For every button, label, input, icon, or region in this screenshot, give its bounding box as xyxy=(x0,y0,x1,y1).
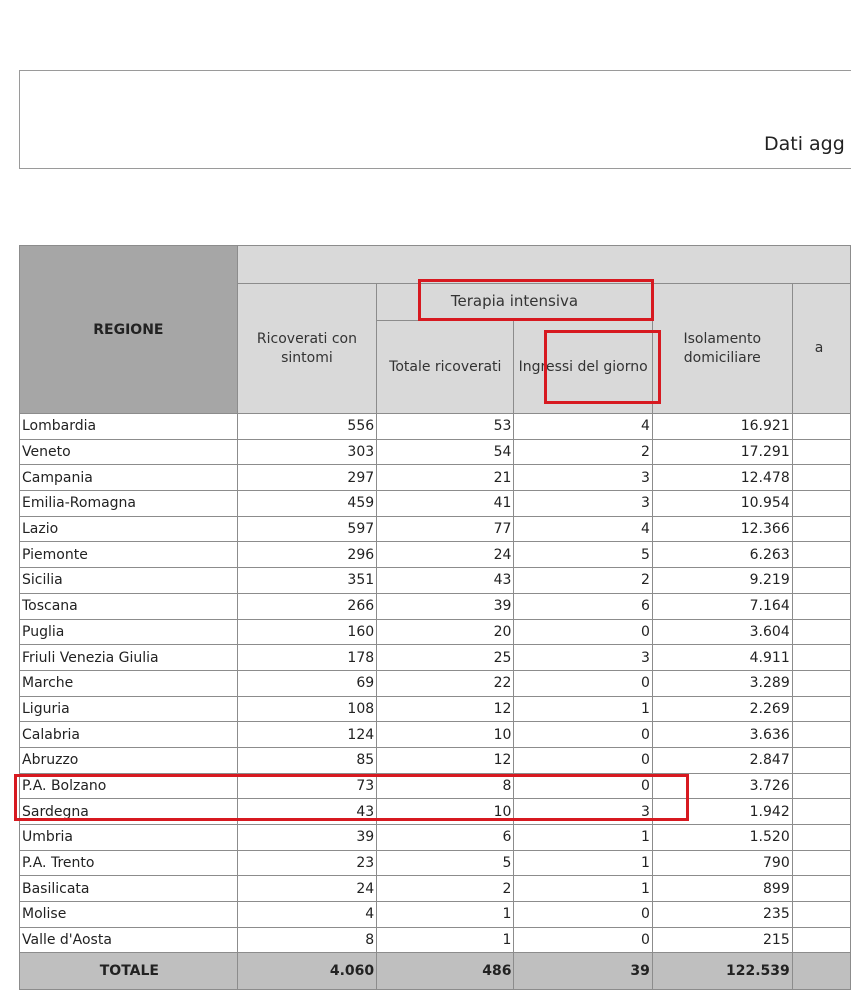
region-name: Sicilia xyxy=(20,568,238,594)
ingressi-value: 0 xyxy=(514,773,652,799)
ingressi-value: 3 xyxy=(514,799,652,825)
partial-column-cell xyxy=(792,773,850,799)
ti-totale-value: 8 xyxy=(377,773,514,799)
total-region-name: TOTALE xyxy=(20,953,238,990)
partial-column-cell xyxy=(792,825,850,851)
table-row xyxy=(20,876,851,902)
isolamento-value: 235 xyxy=(652,902,792,928)
isolamento-value: 3.726 xyxy=(652,773,792,799)
isolamento-header: Isolamento domiciliare xyxy=(652,284,792,414)
total-isolamento-value: 122.539 xyxy=(652,953,792,990)
ingressi-value: 3 xyxy=(514,645,652,671)
partial-column-cell xyxy=(792,568,850,594)
ingressi-value: 2 xyxy=(514,439,652,465)
ricoverati-value: 23 xyxy=(237,850,376,876)
partial-column-cell xyxy=(792,593,850,619)
table-row xyxy=(20,773,851,799)
region-name: Lombardia xyxy=(20,414,238,440)
ti-totale-value: 2 xyxy=(377,876,514,902)
ricoverati-value: 297 xyxy=(237,465,376,491)
table-row xyxy=(20,593,851,619)
ingressi-value: 0 xyxy=(514,722,652,748)
table-row xyxy=(20,670,851,696)
ricoverati-value: 296 xyxy=(237,542,376,568)
ingressi-value: 0 xyxy=(514,670,652,696)
region-name: Campania xyxy=(20,465,238,491)
partial-column-cell xyxy=(792,439,850,465)
region-name: Lazio xyxy=(20,516,238,542)
isolamento-value: 16.921 xyxy=(652,414,792,440)
ricoverati-value: 4 xyxy=(237,902,376,928)
ti-totale-value: 10 xyxy=(377,799,514,825)
regione-header: REGIONE xyxy=(20,246,238,414)
isolamento-value: 1.942 xyxy=(652,799,792,825)
isolamento-value: 12.478 xyxy=(652,465,792,491)
ingressi-value: 4 xyxy=(514,414,652,440)
table-row xyxy=(20,902,851,928)
region-name: Piemonte xyxy=(20,542,238,568)
partial-column-cell xyxy=(792,491,850,517)
header-date-text: Dati agg xyxy=(764,133,845,155)
ingressi-value: 3 xyxy=(514,465,652,491)
partial-column-cell xyxy=(792,747,850,773)
partial-column-cell xyxy=(792,722,850,748)
isolamento-value: 3.636 xyxy=(652,722,792,748)
table-row xyxy=(20,722,851,748)
region-name: P.A. Bolzano xyxy=(20,773,238,799)
ricoverati-value: 459 xyxy=(237,491,376,517)
ti-totale-value: 10 xyxy=(377,722,514,748)
ingressi-value: 0 xyxy=(514,927,652,953)
region-name: Basilicata xyxy=(20,876,238,902)
region-name: Abruzzo xyxy=(20,747,238,773)
table-row xyxy=(20,645,851,671)
region-name: Emilia-Romagna xyxy=(20,491,238,517)
ricoverati-value: 597 xyxy=(237,516,376,542)
ingressi-value: 2 xyxy=(514,568,652,594)
ingressi-value: 0 xyxy=(514,902,652,928)
table-row xyxy=(20,568,851,594)
ti-totale-value: 12 xyxy=(377,747,514,773)
ricoverati-value: 39 xyxy=(237,825,376,851)
table-row xyxy=(20,747,851,773)
ti-totale-value: 1 xyxy=(377,902,514,928)
ingressi-value: 1 xyxy=(514,850,652,876)
ingressi-value: 1 xyxy=(514,696,652,722)
report-header-box xyxy=(19,70,851,169)
ingressi-value: 0 xyxy=(514,747,652,773)
ingressi-value: 3 xyxy=(514,491,652,517)
partial-column-cell xyxy=(792,696,850,722)
table-row xyxy=(20,414,851,440)
ricoverati-value: 73 xyxy=(237,773,376,799)
ti-totale-header: Totale ricoverati xyxy=(377,321,514,414)
region-name: Calabria xyxy=(20,722,238,748)
ricoverati-value: 178 xyxy=(237,645,376,671)
table-row xyxy=(20,465,851,491)
isolamento-value: 1.520 xyxy=(652,825,792,851)
ti-totale-value: 20 xyxy=(377,619,514,645)
partial-column-cell xyxy=(792,619,850,645)
terapia-intensiva-header: Terapia intensiva xyxy=(377,284,653,321)
ricoverati-value: 108 xyxy=(237,696,376,722)
table-row xyxy=(20,439,851,465)
ricoverati-value: 8 xyxy=(237,927,376,953)
isolamento-value: 790 xyxy=(652,850,792,876)
table-row xyxy=(20,619,851,645)
ti-totale-value: 22 xyxy=(377,670,514,696)
ti-totale-value: 54 xyxy=(377,439,514,465)
ti-totale-value: 12 xyxy=(377,696,514,722)
ricoverati-value: 303 xyxy=(237,439,376,465)
isolamento-value: 3.604 xyxy=(652,619,792,645)
ricoverati-value: 69 xyxy=(237,670,376,696)
ricoverati-value: 556 xyxy=(237,414,376,440)
ricoverati-value: 124 xyxy=(237,722,376,748)
isolamento-value: 12.366 xyxy=(652,516,792,542)
region-name: Molise xyxy=(20,902,238,928)
table-row xyxy=(20,516,851,542)
table-row xyxy=(20,799,851,825)
table-row xyxy=(20,491,851,517)
region-name: Toscana xyxy=(20,593,238,619)
ricoverati-value: 160 xyxy=(237,619,376,645)
isolamento-value: 9.219 xyxy=(652,568,792,594)
partial-column-cell xyxy=(792,465,850,491)
covid-regional-table xyxy=(19,245,851,990)
ti-ingressi-header: Ingressi del giorno xyxy=(514,321,652,414)
isolamento-value: 4.911 xyxy=(652,645,792,671)
table-row xyxy=(20,542,851,568)
total-ricoverati-value: 4.060 xyxy=(237,953,376,990)
region-name: P.A. Trento xyxy=(20,850,238,876)
table-row xyxy=(20,696,851,722)
partial-column-cell xyxy=(792,799,850,825)
ti-totale-value: 41 xyxy=(377,491,514,517)
ingressi-value: 1 xyxy=(514,825,652,851)
isolamento-value: 899 xyxy=(652,876,792,902)
partial-column-cell xyxy=(792,670,850,696)
isolamento-value: 2.847 xyxy=(652,747,792,773)
partial-column-cell xyxy=(792,876,850,902)
partial-column-cell xyxy=(792,850,850,876)
isolamento-value: 7.164 xyxy=(652,593,792,619)
isolamento-value: 215 xyxy=(652,927,792,953)
ricoverati-value: 351 xyxy=(237,568,376,594)
ingressi-value: 1 xyxy=(514,876,652,902)
region-name: Liguria xyxy=(20,696,238,722)
region-name: Marche xyxy=(20,670,238,696)
ti-totale-value: 24 xyxy=(377,542,514,568)
ti-totale-value: 53 xyxy=(377,414,514,440)
ti-totale-value: 39 xyxy=(377,593,514,619)
ti-totale-value: 5 xyxy=(377,850,514,876)
ti-totale-value: 6 xyxy=(377,825,514,851)
isolamento-value: 3.289 xyxy=(652,670,792,696)
partial-column-header: a xyxy=(792,284,850,414)
ti-totale-value: 77 xyxy=(377,516,514,542)
table-row xyxy=(20,850,851,876)
table-row xyxy=(20,825,851,851)
partial-column-cell xyxy=(792,927,850,953)
region-name: Veneto xyxy=(20,439,238,465)
ricoverati-value: 43 xyxy=(237,799,376,825)
table-row xyxy=(20,927,851,953)
total-row xyxy=(20,953,851,990)
ricoverati-value: 24 xyxy=(237,876,376,902)
partial-column-cell xyxy=(792,645,850,671)
ingressi-value: 6 xyxy=(514,593,652,619)
ti-totale-value: 43 xyxy=(377,568,514,594)
ricoverati-header: Ricoverati con sintomi xyxy=(237,284,376,414)
ingressi-value: 5 xyxy=(514,542,652,568)
top-header-band xyxy=(237,246,850,284)
isolamento-value: 2.269 xyxy=(652,696,792,722)
isolamento-value: 10.954 xyxy=(652,491,792,517)
ingressi-value: 4 xyxy=(514,516,652,542)
region-name: Puglia xyxy=(20,619,238,645)
isolamento-value: 17.291 xyxy=(652,439,792,465)
total-ingressi-value: 39 xyxy=(514,953,652,990)
region-name: Sardegna xyxy=(20,799,238,825)
isolamento-value: 6.263 xyxy=(652,542,792,568)
region-name: Friuli Venezia Giulia xyxy=(20,645,238,671)
ingressi-value: 0 xyxy=(514,619,652,645)
ti-totale-value: 1 xyxy=(377,927,514,953)
partial-column-cell xyxy=(792,902,850,928)
region-name: Umbria xyxy=(20,825,238,851)
total-ti-totale-value: 486 xyxy=(377,953,514,990)
ricoverati-value: 266 xyxy=(237,593,376,619)
ti-totale-value: 21 xyxy=(377,465,514,491)
total-partial-cell xyxy=(792,953,850,990)
partial-column-cell xyxy=(792,542,850,568)
region-name: Valle d'Aosta xyxy=(20,927,238,953)
ti-totale-value: 25 xyxy=(377,645,514,671)
ricoverati-value: 85 xyxy=(237,747,376,773)
partial-column-cell xyxy=(792,414,850,440)
partial-column-cell xyxy=(792,516,850,542)
